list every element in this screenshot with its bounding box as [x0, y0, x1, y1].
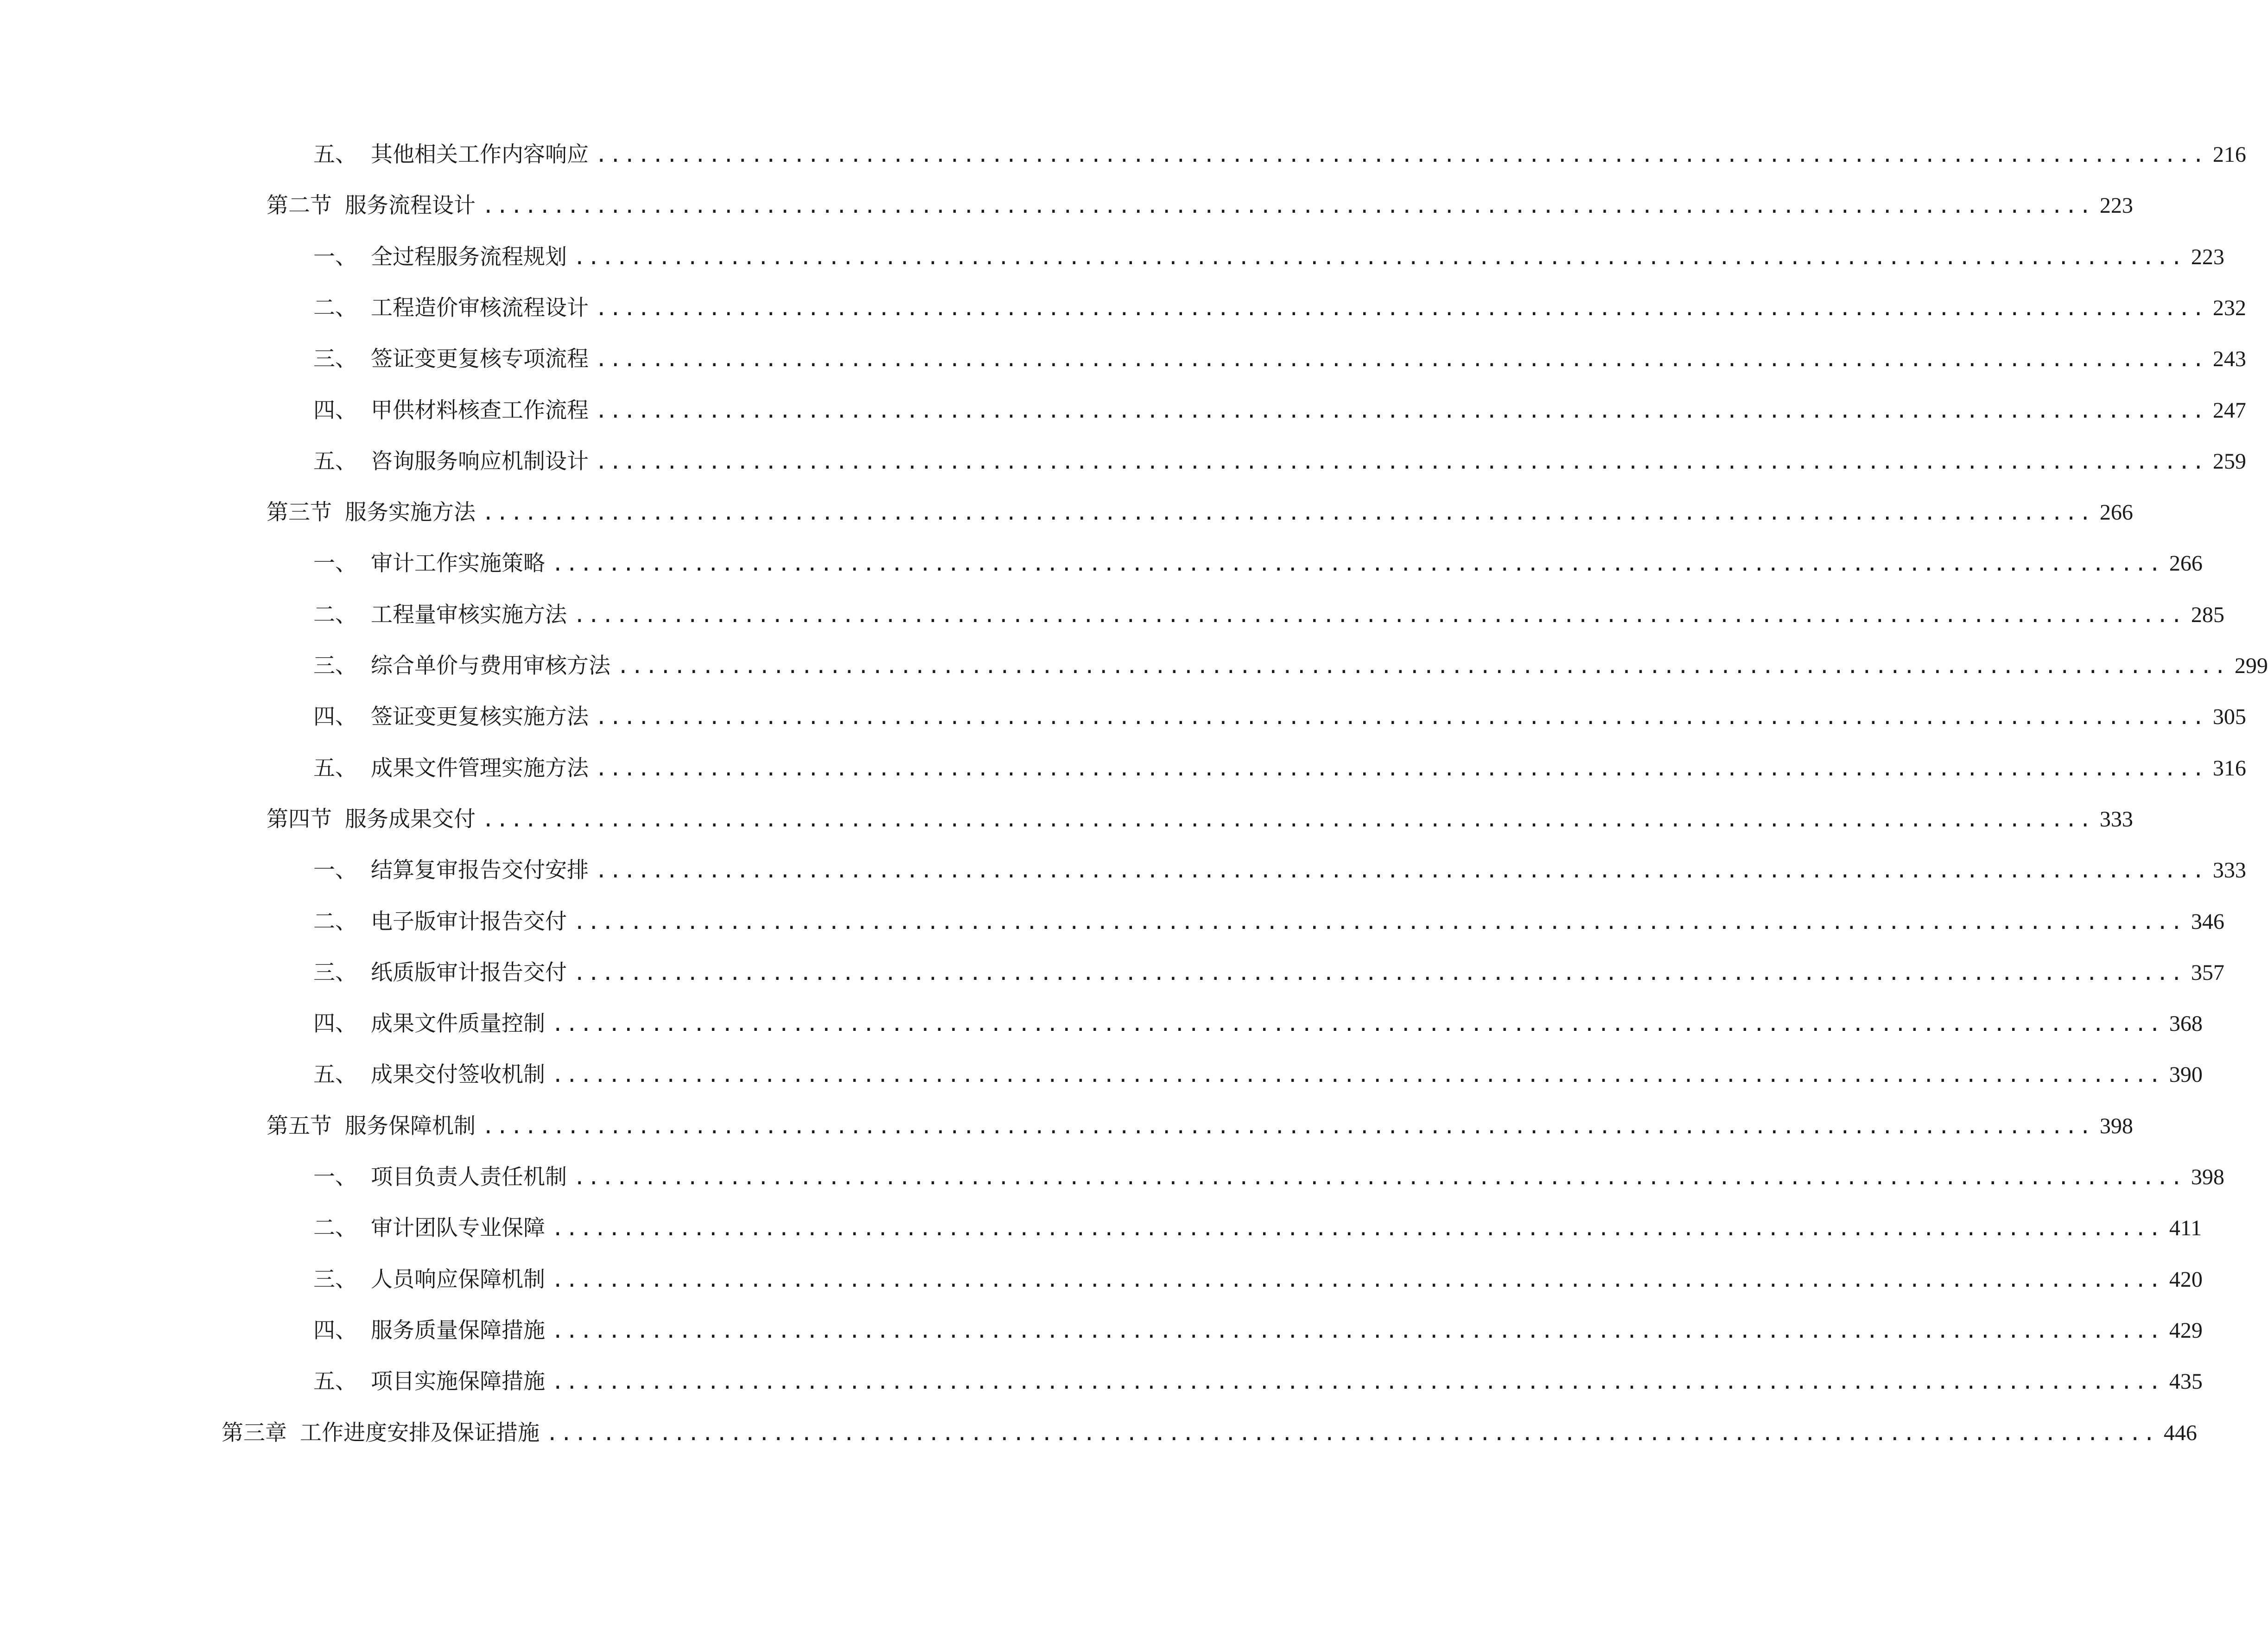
toc-entry-number: 第四节 [267, 807, 332, 832]
toc-dot-leader: .................................................................................................................. [573, 246, 2185, 269]
toc-entry-title: 工程造价审核流程设计 [371, 295, 589, 321]
toc-dot-leader: .................................................................................................................. [573, 910, 2185, 934]
toc-entry-number: 四、 [313, 1011, 357, 1036]
toc-entry[interactable] [313, 1312, 2203, 1349]
toc-page-number: 346 [2191, 909, 2224, 934]
toc-entry-number: 第三章 [222, 1420, 287, 1446]
toc-page-number: 357 [2191, 960, 2224, 985]
toc-page-number: 420 [2169, 1267, 2203, 1292]
toc-page-number: 333 [2212, 858, 2246, 883]
toc-entry-number: 一、 [313, 857, 357, 883]
toc-entry-title: 审计工作实施策略 [371, 551, 545, 576]
toc-entry[interactable] [267, 1108, 2133, 1145]
toc-entry[interactable] [313, 903, 2224, 940]
toc-entry-number: 二、 [313, 295, 357, 321]
toc-dot-leader: .................................................................................................................. [482, 501, 2093, 525]
toc-entry-title: 工作进度安排及保证措施 [300, 1420, 540, 1446]
toc-entry-number: 一、 [313, 551, 357, 576]
toc-page-number: 398 [2191, 1165, 2224, 1189]
toc-entry-title: 服务质量保障措施 [371, 1318, 545, 1343]
toc-entry-title: 项目实施保障措施 [371, 1369, 545, 1394]
toc-dot-leader: .................................................................................................................. [552, 1370, 2163, 1394]
toc-dot-leader: .................................................................................................................. [595, 859, 2206, 883]
toc-entry-number: 五、 [313, 449, 357, 474]
toc-dot-leader: .................................................................................................................. [573, 1166, 2185, 1189]
toc-entry-number: 五、 [313, 1369, 357, 1394]
toc-entry-title: 服务流程设计 [345, 193, 476, 218]
toc-dot-leader: .................................................................................................................. [573, 961, 2185, 985]
toc-entry-title: 其他相关工作内容响应 [371, 142, 589, 167]
toc-entry-title: 综合单价与费用审核方法 [371, 653, 610, 679]
toc-entry[interactable] [222, 1415, 2197, 1452]
toc-page-number: 266 [2169, 551, 2203, 576]
toc-entry[interactable] [267, 494, 2133, 531]
toc-dot-leader: .................................................................................................................. [546, 1422, 2157, 1445]
toc-entry[interactable] [313, 1056, 2203, 1093]
toc-entry-title: 电子版审计报告交付 [371, 909, 567, 934]
toc-entry-title: 服务成果交付 [345, 807, 476, 832]
toc-entry[interactable] [267, 801, 2133, 838]
toc-entry[interactable] [313, 341, 2246, 378]
toc-entry[interactable] [313, 239, 2224, 276]
toc-dot-leader: .................................................................................................................. [617, 654, 2228, 678]
toc-entry-number: 四、 [313, 1318, 357, 1343]
toc-entry[interactable] [313, 1005, 2203, 1042]
toc-page-number: 446 [2163, 1421, 2197, 1445]
toc-dot-leader: .................................................................................................................. [482, 1115, 2093, 1138]
toc-entry-title: 咨询服务响应机制设计 [371, 449, 589, 474]
toc-page-number: 223 [2191, 245, 2224, 269]
toc-page-number: 333 [2099, 807, 2133, 832]
toc-entry[interactable] [313, 699, 2246, 736]
toc-entry-title: 甲供材料核查工作流程 [371, 398, 589, 423]
toc-entry[interactable] [313, 136, 2246, 173]
toc-page-number: 368 [2169, 1011, 2203, 1036]
toc-entry-title: 结算复审报告交付安排 [371, 857, 589, 883]
toc-entry[interactable] [267, 187, 2133, 224]
toc-entry-number: 一、 [313, 244, 357, 270]
toc-dot-leader: .................................................................................................................. [552, 1012, 2163, 1036]
toc-entry-number: 四、 [313, 398, 357, 423]
toc-dot-leader: .................................................................................................................. [595, 143, 2206, 167]
toc-entry-number: 四、 [313, 704, 357, 730]
toc-entry-number: 二、 [313, 1215, 357, 1241]
toc-entry[interactable] [313, 852, 2246, 889]
toc-entry[interactable] [313, 954, 2224, 991]
toc-entry-title: 纸质版审计报告交付 [371, 960, 567, 985]
toc-entry-title: 签证变更复核专项流程 [371, 346, 589, 372]
toc-entry-number: 二、 [313, 602, 357, 628]
toc-dot-leader: .................................................................................................................. [552, 1217, 2163, 1240]
toc-dot-leader: .................................................................................................................. [552, 1063, 2163, 1087]
toc-entry-title: 全过程服务流程规划 [371, 244, 567, 270]
toc-entry-title: 工程量审核实施方法 [371, 602, 567, 628]
toc-entry-number: 五、 [313, 1062, 357, 1087]
toc-entry[interactable] [313, 1159, 2224, 1196]
toc-entry-title: 服务保障机制 [345, 1113, 476, 1139]
toc-entry-title: 成果文件质量控制 [371, 1011, 545, 1036]
toc-entry-title: 成果交付签收机制 [371, 1062, 545, 1087]
toc-entry-number: 三、 [313, 1267, 357, 1292]
toc-entry[interactable] [313, 648, 2268, 685]
toc-page-number: 223 [2099, 193, 2133, 218]
toc-entry[interactable] [313, 1261, 2203, 1298]
toc-page-number: 435 [2169, 1369, 2203, 1394]
toc-entry-title: 签证变更复核实施方法 [371, 704, 589, 730]
toc-entry[interactable] [313, 750, 2246, 787]
toc-entry[interactable] [313, 1210, 2202, 1247]
toc-entry[interactable] [313, 545, 2203, 582]
toc-entry-number: 一、 [313, 1164, 357, 1190]
toc-page-number: 285 [2191, 603, 2224, 627]
toc-page-number: 243 [2212, 347, 2246, 371]
toc-page-number: 299 [2234, 654, 2268, 678]
toc-page-number: 411 [2169, 1216, 2202, 1240]
toc-entry-number: 二、 [313, 909, 357, 934]
toc-page-number: 305 [2212, 705, 2246, 729]
toc-page-number: 398 [2099, 1114, 2133, 1138]
toc-dot-leader: .................................................................................................................. [595, 348, 2206, 371]
toc-dot-leader: .................................................................................................................. [595, 757, 2206, 781]
toc-dot-leader: .................................................................................................................. [482, 808, 2093, 832]
toc-dot-leader: .................................................................................................................. [573, 603, 2185, 627]
toc-entry-number: 三、 [313, 960, 357, 985]
toc-page-number: 390 [2169, 1062, 2203, 1087]
toc-dot-leader: .................................................................................................................. [595, 705, 2206, 729]
toc-page-number: 232 [2212, 296, 2246, 320]
toc-dot-leader: .................................................................................................................. [595, 399, 2206, 423]
toc-dot-leader: .................................................................................................................. [482, 194, 2093, 218]
toc-entry-number: 第五节 [267, 1113, 332, 1139]
toc-entry-number: 第三节 [267, 500, 332, 525]
toc-page-number: 316 [2212, 756, 2246, 781]
toc-page-number: 216 [2212, 142, 2246, 167]
toc-dot-leader: .................................................................................................................. [595, 297, 2206, 320]
toc-entry[interactable] [313, 392, 2246, 429]
toc-entry[interactable] [313, 443, 2246, 480]
toc-entry-number: 五、 [313, 756, 357, 781]
toc-entry[interactable] [313, 290, 2246, 327]
toc-entry-number: 五、 [313, 142, 357, 167]
toc-page-number: 266 [2099, 500, 2133, 525]
toc-entry-title: 成果文件管理实施方法 [371, 756, 589, 781]
toc-dot-leader: .................................................................................................................. [552, 1268, 2163, 1292]
toc-page-number: 429 [2169, 1318, 2203, 1343]
toc-entry[interactable] [313, 597, 2224, 634]
toc-entry-number: 三、 [313, 346, 357, 372]
toc-dot-leader: .................................................................................................................. [552, 1319, 2163, 1343]
toc-entry[interactable] [313, 1363, 2203, 1400]
toc-page-number: 247 [2212, 398, 2246, 423]
toc-entry-number: 三、 [313, 653, 357, 679]
toc-entry-title: 项目负责人责任机制 [371, 1164, 567, 1190]
toc-entry-title: 人员响应保障机制 [371, 1267, 545, 1292]
toc-entry-title: 服务实施方法 [345, 500, 476, 525]
toc-entry-number: 第二节 [267, 193, 332, 218]
toc-dot-leader: .................................................................................................................. [552, 552, 2163, 576]
toc-dot-leader: .................................................................................................................. [595, 450, 2206, 474]
toc-page-number: 259 [2212, 449, 2246, 474]
toc-entry-title: 审计团队专业保障 [371, 1215, 545, 1241]
